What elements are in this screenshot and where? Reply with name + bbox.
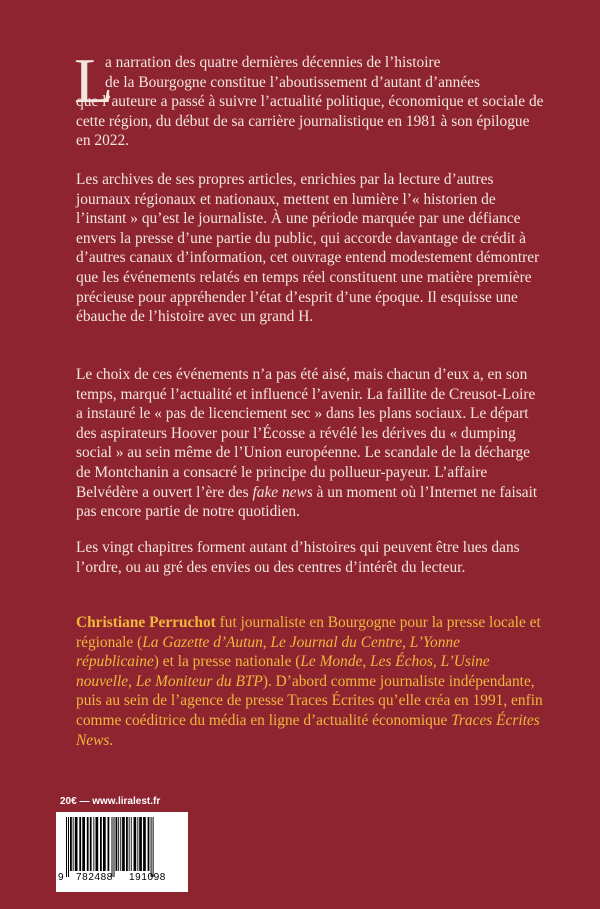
events-text-b: à un moment où l’Internet ne faisait pas encore partie de notre quotidien. (76, 483, 538, 521)
bio-text: fut journaliste en Bourgogne pour la presse locale et régionale ( (76, 614, 541, 651)
author-name: Christiane Perruchot (76, 614, 216, 631)
bio-text: , (432, 653, 441, 671)
barcode-bars (64, 817, 180, 877)
barcode-lead-digit: 9 (58, 872, 64, 883)
bio-text: , (128, 672, 136, 690)
barcode-digits-right: 191098 (129, 872, 166, 883)
paragraph-chapters: Les vingt chapitres forment autant d’histoires qui peuvent être lues dans l’ordre, ou au gré des envies ou des centres d’intérêt du lecteur. (76, 539, 520, 576)
intro-line-2: de la Bourgogne constitue l’aboutissement d’autant d’années (105, 73, 480, 91)
bio-text: ). D’abord comme journaliste indépendante, puis au sein de l’agence de presse Traces Écrites qu’elle créa en 1991, enfin comme coéditrice du média en ligne d’actualité économique (76, 672, 543, 729)
publication-title: Traces Écrites News (76, 711, 540, 749)
publication-title: Les Échos (370, 653, 433, 671)
publication-title: La Gazette d’Autun (142, 633, 263, 651)
bio-text: . (109, 731, 114, 749)
intro-rest: que l’auteure a passé à suivre l’actualité politique, économique et sociale de cette région, du début de sa carrière journalistique en 1981 à son épilogue en 2022. (76, 93, 544, 150)
bio-text: , (402, 633, 410, 651)
price-and-website: 20€ — www.liralest.fr (60, 796, 161, 807)
bio-text: , (362, 653, 371, 671)
isbn-barcode (56, 812, 188, 892)
publication-title: L’Yonne républicaine (76, 633, 460, 671)
bio-text: ) et la presse nationale ( (153, 653, 301, 671)
publication-title: L’Usine nouvelle (76, 653, 490, 690)
events-text-a: Le choix de ces événements n’a pas été aisé, mais chacun d’eux a, en son temps, marqué l’actualité et influencé l’avenir. La faillite de Creusot-Loire a instauré le « pas de licenciement sec » dans les plans sociaux. Le départ des aspirateurs Hoover pour l’Écosse a révélé les dérives du « dumping social » au sein même de l’Union européenne. Le scandale de la décharge de Montchanin a consacré le principe du pollueur-payeur. L’affaire Belvédère a ouvert l’ère des (76, 366, 536, 501)
publication-title: Le Moniteur du BTP (135, 672, 263, 690)
publication-title: Le Journal du Centre (270, 633, 403, 651)
fake-news-term: fake news (252, 483, 313, 501)
author-bio (76, 613, 546, 750)
intro-line-1: a narration des quatre dernières décennies de l’histoire (105, 54, 441, 71)
paragraph-events (76, 365, 546, 522)
bio-text: , (262, 633, 271, 651)
paragraph-intro (74, 45, 546, 151)
drop-cap: L (74, 45, 114, 116)
publication-title: Le Monde (300, 653, 363, 671)
paragraph-archives: Les archives de ses propres articles, enrichies par la lecture d’autres journaux régionaux et nationaux, mettent en lumière l’« historien de l’instant » qu’est le journaliste. À une période marquée par une défiance envers la presse d’une partie du public, qui accorde davantage de crédit à d’autres canaux d’information, cet ouvrage entend modestement démontrer que les événements relatés en temps réel constituent une matière première précieuse pour appréhender l’état d’esprit d’une époque. Il esquisse une ébauche de l’histoire avec un grand H. (76, 171, 540, 326)
barcode-digits-left: 782488 (76, 872, 113, 883)
